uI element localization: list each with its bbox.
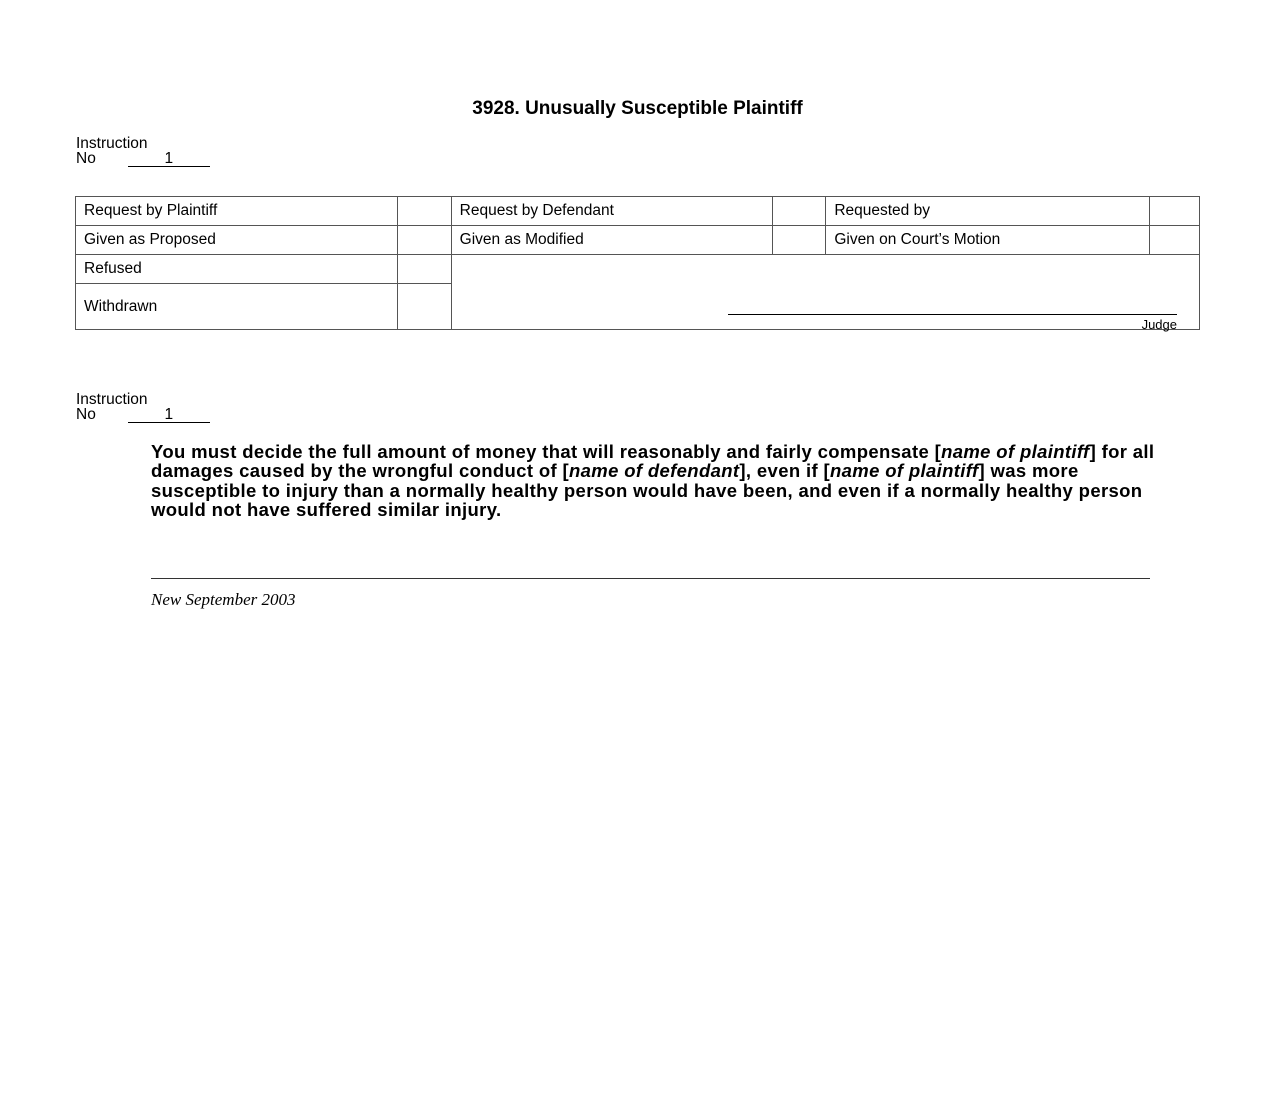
instruction-no-value: 1 [128, 152, 210, 167]
plaintiff-placeholder-2: name of plaintiff [829, 460, 979, 482]
section-divider [151, 578, 1150, 579]
given-as-proposed-box[interactable] [397, 226, 451, 255]
request-by-plaintiff-label: Request by Plaintiff [76, 197, 398, 226]
refused-label: Refused [76, 255, 398, 284]
given-on-courts-motion-box[interactable] [1150, 226, 1200, 255]
defendant-placeholder: name of defendant [569, 460, 740, 482]
instruction-number-block-2 [76, 392, 210, 423]
given-on-courts-motion-label: Given on Court’s Motion [826, 226, 1150, 255]
instruction-status-table [75, 196, 1200, 330]
judge-label: Judge [1141, 317, 1177, 332]
request-by-plaintiff-box[interactable] [397, 197, 451, 226]
page-title: 3928. Unusually Susceptible Plaintiff [472, 98, 803, 119]
requested-by-box[interactable] [1150, 197, 1200, 226]
instruction-text [151, 442, 1161, 519]
judge-signature-line[interactable] [728, 314, 1177, 315]
withdrawn-box[interactable] [397, 284, 451, 330]
instruction-text-part-2: ] for all damages caused by the wrongful conduct of [ [151, 441, 1155, 482]
refused-box[interactable] [397, 255, 451, 284]
given-as-modified-label: Given as Modified [451, 226, 773, 255]
instruction-text-part-1: You must decide the full amount of money that will reasonably and fairly compensate [ [151, 441, 942, 462]
instruction-label: Instruction [76, 135, 148, 152]
request-by-defendant-box[interactable] [773, 197, 826, 226]
instruction-no-label-2: No [76, 406, 96, 423]
given-as-proposed-label: Given as Proposed [76, 226, 398, 255]
plaintiff-placeholder: name of plaintiff [941, 441, 1090, 462]
instruction-no-label: No [76, 150, 96, 167]
instruction-text-part-4: ] was more susceptible to injury than a normally healthy person would have been, and even if a normally healthy person would not have suffered similar injury. [151, 460, 1143, 520]
instruction-number-block [76, 136, 210, 167]
judge-signature-area [451, 255, 1199, 330]
revision-note: New September 2003 [151, 590, 296, 609]
instruction-text-part-3: ], even if [ [739, 460, 830, 482]
request-by-defendant-label: Request by Defendant [451, 197, 773, 226]
requested-by-label: Requested by [826, 197, 1150, 226]
withdrawn-label: Withdrawn [76, 284, 398, 330]
given-as-modified-box[interactable] [773, 226, 826, 255]
instruction-no-value-2: 1 [128, 408, 210, 423]
instruction-label-2: Instruction [76, 391, 148, 408]
